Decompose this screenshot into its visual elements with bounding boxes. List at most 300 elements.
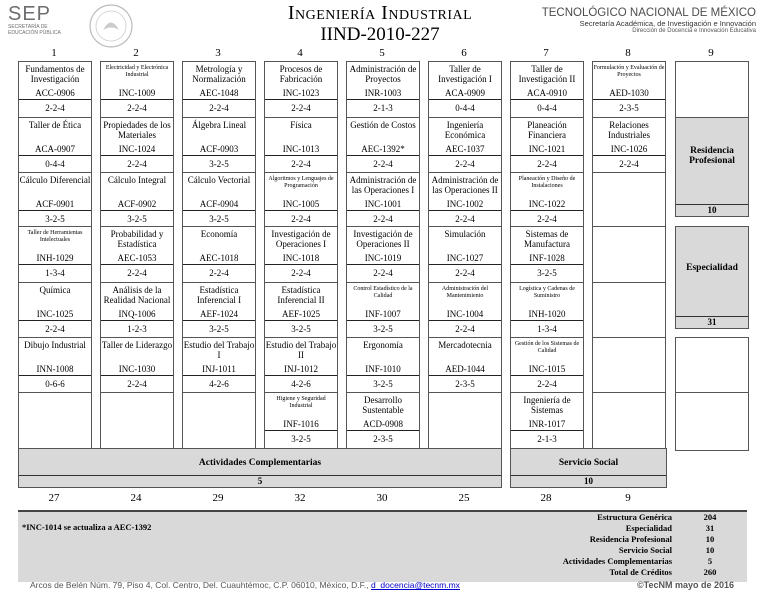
course-card bbox=[346, 392, 420, 451]
course-name: Cálculo Diferencial bbox=[19, 175, 91, 185]
course-card bbox=[592, 61, 666, 120]
course-name: Estadística Inferencial II bbox=[277, 285, 325, 305]
divider bbox=[265, 375, 337, 376]
course-code: AEF-1025 bbox=[282, 309, 320, 319]
divider bbox=[183, 375, 255, 376]
course-name: Dibujo Industrial bbox=[24, 340, 86, 350]
course-card bbox=[182, 117, 256, 176]
course-card bbox=[428, 282, 502, 341]
course-credits: 3-2-5 bbox=[291, 324, 311, 334]
divider bbox=[511, 375, 583, 376]
semester-number: 1 bbox=[51, 47, 57, 59]
course-name: Estudio del Trabajo I bbox=[183, 340, 255, 360]
semester-total: 9 bbox=[625, 492, 631, 504]
course-card bbox=[510, 337, 584, 396]
course-credits: 2-3-5 bbox=[373, 434, 393, 444]
course-credits: 3-2-5 bbox=[45, 214, 65, 224]
course-credits: 2-1-3 bbox=[537, 434, 557, 444]
course-card bbox=[592, 117, 666, 176]
course-credits: 2-2-4 bbox=[291, 214, 311, 224]
course-card bbox=[18, 172, 92, 231]
course-credits: 2-1-3 bbox=[373, 103, 393, 113]
course-credits: 3-2-5 bbox=[291, 434, 311, 444]
course-code: INC-1009 bbox=[118, 88, 156, 98]
course-credits: 0-4-4 bbox=[45, 159, 65, 169]
course-card bbox=[182, 282, 256, 341]
course-name: Relaciones Industriales bbox=[608, 120, 650, 140]
summary-value: 10 bbox=[705, 545, 715, 555]
course-name: Taller de Ética bbox=[28, 120, 82, 130]
course-name: Desarrollo Sustentable bbox=[362, 395, 404, 415]
tecnm-name: TECNOLÓGICO NACIONAL DE MÉXICO bbox=[541, 7, 756, 19]
course-credits: 2-2-4 bbox=[291, 103, 311, 113]
course-credits: 4-2-6 bbox=[209, 379, 229, 389]
divider bbox=[511, 99, 583, 100]
summary-label: Servicio Social bbox=[618, 545, 672, 555]
divider bbox=[265, 210, 337, 211]
email-link[interactable]: d_docencia@tecnm.mx bbox=[370, 580, 460, 590]
course-code: AEC-1048 bbox=[199, 88, 239, 98]
course-code: INJ-1012 bbox=[284, 364, 318, 374]
course-code: INC-1030 bbox=[118, 364, 156, 374]
course-credits: 2-2-4 bbox=[537, 214, 557, 224]
course-code: ACA-0910 bbox=[527, 88, 567, 98]
course-name: Estadística Inferencial I bbox=[196, 285, 242, 305]
course-code: ACF-0902 bbox=[117, 199, 157, 209]
course-credits: 2-2-4 bbox=[455, 214, 475, 224]
course-code: INC-1019 bbox=[364, 253, 402, 263]
empty-course-slot bbox=[675, 61, 749, 120]
course-card bbox=[510, 282, 584, 341]
mexico-seal-icon bbox=[88, 3, 134, 49]
course-name: Taller de Herramientas Intelectuales bbox=[27, 230, 83, 243]
summary-value: 260 bbox=[703, 567, 717, 577]
course-code: AED-1030 bbox=[609, 88, 649, 98]
course-code: INH-1029 bbox=[36, 253, 74, 263]
divider bbox=[265, 264, 337, 265]
course-credits: 2-2-4 bbox=[127, 268, 147, 278]
divider bbox=[183, 99, 255, 100]
course-credits: 2-2-4 bbox=[537, 159, 557, 169]
course-card bbox=[428, 172, 502, 231]
course-code: AEF-1024 bbox=[200, 309, 238, 319]
summary-value: 5 bbox=[707, 556, 713, 566]
course-credits: 2-2-4 bbox=[537, 379, 557, 389]
semester-number: 2 bbox=[133, 47, 139, 59]
course-name: Investigación de Operaciones II bbox=[353, 229, 413, 249]
sep-subtitle-2: EDUCACIÓN PÚBLICA bbox=[8, 30, 61, 36]
divider bbox=[511, 430, 583, 431]
course-name: Ingeniería de Sistemas bbox=[523, 395, 571, 415]
course-credits: 0-4-4 bbox=[455, 103, 475, 113]
course-credits: 3-2-5 bbox=[209, 159, 229, 169]
address-text: Arcos de Belén Núm. 79, Piso 4, Col. Centro, Del. Cuauhtémoc, C.P. 06010, México, D.F., bbox=[30, 580, 369, 590]
divider bbox=[347, 430, 419, 431]
footer-address bbox=[30, 580, 460, 590]
course-name: Economía bbox=[200, 229, 238, 239]
course-code: INF-1028 bbox=[529, 253, 565, 263]
empty-course-slot bbox=[592, 172, 666, 231]
course-name: Algoritmos y Lenguajes de Programación bbox=[268, 176, 334, 189]
tecnm-header bbox=[542, 7, 756, 34]
update-note: *INC-1014 se actualiza a AEC-1392 bbox=[22, 522, 152, 532]
course-card bbox=[100, 172, 174, 231]
course-code: ACA-0907 bbox=[35, 144, 75, 154]
course-code: INC-1005 bbox=[282, 199, 320, 209]
course-code: AEC-1018 bbox=[199, 253, 239, 263]
semester-number: 3 bbox=[215, 47, 221, 59]
especialidad-credits: 31 bbox=[676, 316, 748, 328]
course-code: ACF-0904 bbox=[199, 199, 239, 209]
servicio-block bbox=[510, 448, 667, 488]
course-card bbox=[510, 226, 584, 285]
course-code: INR-1017 bbox=[528, 419, 566, 429]
course-credits: 0-6-6 bbox=[45, 379, 65, 389]
course-code: INC-1013 bbox=[282, 144, 320, 154]
summary-label: Estructura Genérica bbox=[597, 512, 672, 522]
course-card bbox=[510, 117, 584, 176]
course-code: INF-1007 bbox=[365, 309, 401, 319]
course-name: Física bbox=[290, 120, 312, 130]
course-credits: 2-2-4 bbox=[45, 103, 65, 113]
course-code: INF-1010 bbox=[365, 364, 401, 374]
course-card bbox=[18, 61, 92, 120]
divider bbox=[183, 210, 255, 211]
course-name: Mercadotecnia bbox=[438, 340, 492, 350]
semester-number: 5 bbox=[379, 47, 385, 59]
sep-subtitle-1: SECRETARÍA DE bbox=[8, 24, 48, 30]
course-code: INR-1003 bbox=[364, 88, 402, 98]
course-credits: 2-2-4 bbox=[619, 159, 639, 169]
course-credits: 2-2-4 bbox=[455, 268, 475, 278]
course-credits: 2-2-4 bbox=[45, 324, 65, 334]
course-code: INQ-1006 bbox=[118, 309, 156, 319]
divider bbox=[429, 320, 501, 321]
divider bbox=[19, 375, 91, 376]
course-name: Formulación y Evaluación de Proyectos bbox=[593, 65, 665, 78]
summary-value: 10 bbox=[705, 534, 715, 544]
divider bbox=[19, 99, 91, 100]
divider bbox=[511, 210, 583, 211]
course-code: INF-1016 bbox=[283, 419, 319, 429]
course-credits: 3-2-5 bbox=[537, 268, 557, 278]
divider bbox=[347, 320, 419, 321]
course-code: INC-1004 bbox=[446, 309, 484, 319]
divider bbox=[511, 320, 583, 321]
divider bbox=[183, 264, 255, 265]
course-card bbox=[264, 117, 338, 176]
course-card bbox=[346, 337, 420, 396]
summary-label: Actividades Complementarias bbox=[562, 556, 672, 566]
course-card bbox=[428, 117, 502, 176]
course-name: Administración de las Operaciones II bbox=[431, 175, 499, 195]
course-card bbox=[428, 226, 502, 285]
divider bbox=[429, 264, 501, 265]
course-credits: 2-2-4 bbox=[127, 103, 147, 113]
course-card bbox=[182, 172, 256, 231]
course-card bbox=[100, 282, 174, 341]
divider bbox=[19, 210, 91, 211]
course-name: Control Estadístico de la Calidad bbox=[353, 286, 413, 299]
course-credits: 1-3-4 bbox=[45, 268, 65, 278]
page-title: Ingeniería Industrial bbox=[287, 2, 473, 24]
sep-logo-text: SEP bbox=[8, 3, 52, 25]
course-card bbox=[182, 226, 256, 285]
actividades-label: Actividades Complementarias bbox=[198, 458, 322, 468]
course-credits: 3-2-5 bbox=[209, 214, 229, 224]
empty-course-slot bbox=[592, 337, 666, 396]
course-code: INC-1025 bbox=[36, 309, 74, 319]
course-code: INC-1022 bbox=[528, 199, 566, 209]
divider bbox=[429, 99, 501, 100]
summary-label: Total de Créditos bbox=[609, 567, 672, 577]
course-credits: 2-2-4 bbox=[127, 379, 147, 389]
divider bbox=[347, 210, 419, 211]
course-name: Álgebra Lineal bbox=[191, 120, 247, 130]
course-code: INC-1023 bbox=[282, 88, 320, 98]
course-card bbox=[18, 226, 92, 285]
summary-label: Especialidad bbox=[625, 523, 672, 533]
divider bbox=[265, 430, 337, 431]
course-name: Procesos de Fabricación bbox=[279, 64, 323, 84]
course-card bbox=[264, 172, 338, 231]
course-card bbox=[346, 61, 420, 120]
divider bbox=[101, 264, 173, 265]
divider bbox=[19, 320, 91, 321]
semester-number: 4 bbox=[297, 47, 303, 59]
semester-total: 29 bbox=[212, 492, 224, 504]
divider bbox=[347, 375, 419, 376]
course-name: Análisis de la Realidad Nacional bbox=[103, 285, 171, 305]
course-name: Ergonomía bbox=[363, 340, 403, 350]
empty-course-slot bbox=[592, 282, 666, 341]
course-code: INC-1001 bbox=[364, 199, 402, 209]
course-code: INH-1020 bbox=[528, 309, 566, 319]
course-code: ACD-0908 bbox=[363, 419, 403, 429]
course-credits: 3-2-5 bbox=[373, 379, 393, 389]
course-card bbox=[510, 172, 584, 231]
course-card bbox=[100, 226, 174, 285]
course-credits: 2-2-4 bbox=[291, 268, 311, 278]
semester-total: 25 bbox=[458, 492, 470, 504]
empty-course-slot bbox=[18, 392, 92, 451]
course-name: Fundamentos de Investigación bbox=[25, 64, 85, 84]
course-credits: 1-2-3 bbox=[127, 324, 147, 334]
course-name: Planeación Financiera bbox=[527, 120, 567, 140]
empty-course-slot bbox=[592, 392, 666, 451]
course-code: INC-1026 bbox=[610, 144, 648, 154]
course-credits: 3-2-5 bbox=[127, 214, 147, 224]
sep-logo bbox=[8, 4, 70, 44]
course-credits: 2-2-4 bbox=[373, 268, 393, 278]
course-card bbox=[346, 282, 420, 341]
course-name: Higiene y Seguridad Industrial bbox=[276, 396, 326, 409]
course-name: Probabilidad y Estadística bbox=[110, 229, 164, 249]
course-card bbox=[346, 172, 420, 231]
course-card bbox=[18, 337, 92, 396]
course-code: AEC-1037 bbox=[445, 144, 485, 154]
servicio-label: Servicio Social bbox=[558, 458, 619, 468]
course-card bbox=[182, 337, 256, 396]
course-credits: 2-2-4 bbox=[455, 159, 475, 169]
summary-value: 204 bbox=[703, 512, 717, 522]
semester-total: 24 bbox=[130, 492, 142, 504]
course-credits: 2-2-4 bbox=[455, 324, 475, 334]
course-name: Administración de Proyectos bbox=[349, 64, 417, 84]
residencia-credits: 10 bbox=[676, 204, 748, 216]
course-code: INC-1021 bbox=[528, 144, 566, 154]
course-code: ACC-0906 bbox=[35, 88, 75, 98]
course-credits: 2-2-4 bbox=[209, 268, 229, 278]
course-credits: 2-3-5 bbox=[455, 379, 475, 389]
course-name: Metrología y Normalización bbox=[192, 64, 246, 84]
divider bbox=[101, 375, 173, 376]
course-credits: 3-2-5 bbox=[373, 324, 393, 334]
actividades-block bbox=[18, 448, 502, 488]
actividades-credits: 5 bbox=[19, 475, 501, 487]
copyright: ©TecNM mayo de 2016 bbox=[636, 580, 734, 590]
semester-number: 6 bbox=[461, 47, 467, 59]
course-card bbox=[264, 282, 338, 341]
course-card bbox=[100, 61, 174, 120]
course-name: Química bbox=[39, 285, 71, 295]
course-card bbox=[510, 392, 584, 451]
course-card bbox=[182, 61, 256, 120]
course-code: INJ-1011 bbox=[202, 364, 236, 374]
course-card bbox=[18, 282, 92, 341]
course-card bbox=[428, 337, 502, 396]
course-name: Propiedades de los Materiales bbox=[103, 120, 171, 140]
course-card bbox=[100, 337, 174, 396]
course-name: Ingeniería Económica bbox=[444, 120, 486, 140]
course-code: INN-1008 bbox=[36, 364, 74, 374]
course-name: Administración del Mantenimiento bbox=[441, 286, 489, 299]
tecnm-sub1: Secretaría Académica, de Investigación e Innovación bbox=[579, 19, 756, 28]
empty-course-slot bbox=[100, 392, 174, 451]
empty-course-slot bbox=[428, 392, 502, 451]
course-name: Taller de Liderazgo bbox=[101, 340, 173, 350]
servicio-credits: 10 bbox=[511, 475, 666, 487]
course-name: Investigación de Operaciones I bbox=[271, 229, 331, 249]
course-credits: 2-2-4 bbox=[373, 214, 393, 224]
course-name: Taller de Investigación II bbox=[518, 64, 576, 84]
divider bbox=[429, 375, 501, 376]
semester-total: 30 bbox=[376, 492, 388, 504]
course-name: Cálculo Integral bbox=[107, 175, 167, 185]
course-name: Estudio del Trabajo II bbox=[265, 340, 337, 360]
course-code: ACF-0903 bbox=[199, 144, 239, 154]
course-code: INC-1024 bbox=[118, 144, 156, 154]
course-credits: 2-3-5 bbox=[619, 103, 639, 113]
semester-number: 9 bbox=[708, 47, 714, 59]
especialidad-block bbox=[675, 226, 749, 329]
divider bbox=[511, 155, 583, 156]
semester-number: 7 bbox=[543, 47, 549, 59]
divider bbox=[429, 210, 501, 211]
course-code: INC-1002 bbox=[446, 199, 484, 209]
summary-label: Residencia Profesional bbox=[589, 534, 672, 544]
course-credits: 2-2-4 bbox=[209, 103, 229, 113]
course-credits: 2-2-4 bbox=[127, 159, 147, 169]
course-code: AEC-1053 bbox=[117, 253, 157, 263]
course-code: AEC-1392* bbox=[361, 144, 405, 154]
course-credits: 3-2-5 bbox=[209, 324, 229, 334]
divider bbox=[19, 155, 91, 156]
course-credits: 4-2-6 bbox=[291, 379, 311, 389]
divider bbox=[265, 155, 337, 156]
divider bbox=[265, 99, 337, 100]
divider bbox=[347, 264, 419, 265]
course-credits: 0-4-4 bbox=[537, 103, 557, 113]
course-card bbox=[428, 61, 502, 120]
divider bbox=[183, 320, 255, 321]
especialidad-label: Especialidad bbox=[686, 263, 738, 273]
plan-code: IIND-2010-227 bbox=[320, 24, 440, 45]
course-name: Logística y Cadenas de Suministro bbox=[519, 286, 575, 299]
tecnm-sub2: Dirección de Docencia e Innovación Educativa bbox=[632, 28, 756, 34]
divider bbox=[347, 155, 419, 156]
divider bbox=[101, 155, 173, 156]
divider bbox=[429, 155, 501, 156]
divider bbox=[101, 99, 173, 100]
residencia-label: Residencia Profesional bbox=[689, 146, 735, 166]
course-name: Sistemas de Manufactura bbox=[524, 229, 570, 249]
course-name: Taller de Investigación I bbox=[438, 64, 492, 84]
course-card bbox=[510, 61, 584, 120]
divider bbox=[511, 264, 583, 265]
divider bbox=[19, 264, 91, 265]
course-name: Cálculo Vectorial bbox=[187, 175, 251, 185]
semester-total: 27 bbox=[48, 492, 60, 504]
course-name: Administración de las Operaciones I bbox=[349, 175, 417, 195]
course-card bbox=[346, 226, 420, 285]
course-code: ACA-0909 bbox=[445, 88, 485, 98]
summary-value: 31 bbox=[705, 523, 715, 533]
semester-number: 8 bbox=[625, 47, 631, 59]
course-card bbox=[264, 61, 338, 120]
course-card bbox=[100, 117, 174, 176]
course-card bbox=[264, 337, 338, 396]
semester-total: 32 bbox=[294, 492, 306, 504]
divider bbox=[183, 155, 255, 156]
course-name: Electricidad y Electrónica Industrial bbox=[105, 65, 169, 78]
divider bbox=[593, 155, 665, 156]
divider bbox=[347, 99, 419, 100]
semester-total: 28 bbox=[540, 492, 552, 504]
course-name: Planeación y Diseño de Instalaciones bbox=[518, 176, 576, 189]
course-card bbox=[264, 392, 338, 451]
course-card bbox=[346, 117, 420, 176]
course-name: Gestión de los Sistemas de Calidad bbox=[514, 341, 580, 354]
course-card bbox=[18, 117, 92, 176]
empty-course-slot bbox=[675, 392, 749, 451]
divider bbox=[101, 210, 173, 211]
empty-course-slot bbox=[592, 226, 666, 285]
course-credits: 2-2-4 bbox=[373, 159, 393, 169]
residencia-block bbox=[675, 117, 749, 217]
course-credits: 2-2-4 bbox=[291, 159, 311, 169]
empty-course-slot bbox=[182, 392, 256, 451]
course-code: INC-1018 bbox=[282, 253, 320, 263]
divider bbox=[265, 320, 337, 321]
empty-course-slot bbox=[675, 337, 749, 396]
course-code: INC-1015 bbox=[528, 364, 566, 374]
course-name: Gestión de Costos bbox=[350, 120, 416, 130]
divider bbox=[593, 99, 665, 100]
course-code: ACF-0901 bbox=[35, 199, 75, 209]
course-name: Simulación bbox=[444, 229, 486, 239]
course-code: AED-1044 bbox=[445, 364, 485, 374]
